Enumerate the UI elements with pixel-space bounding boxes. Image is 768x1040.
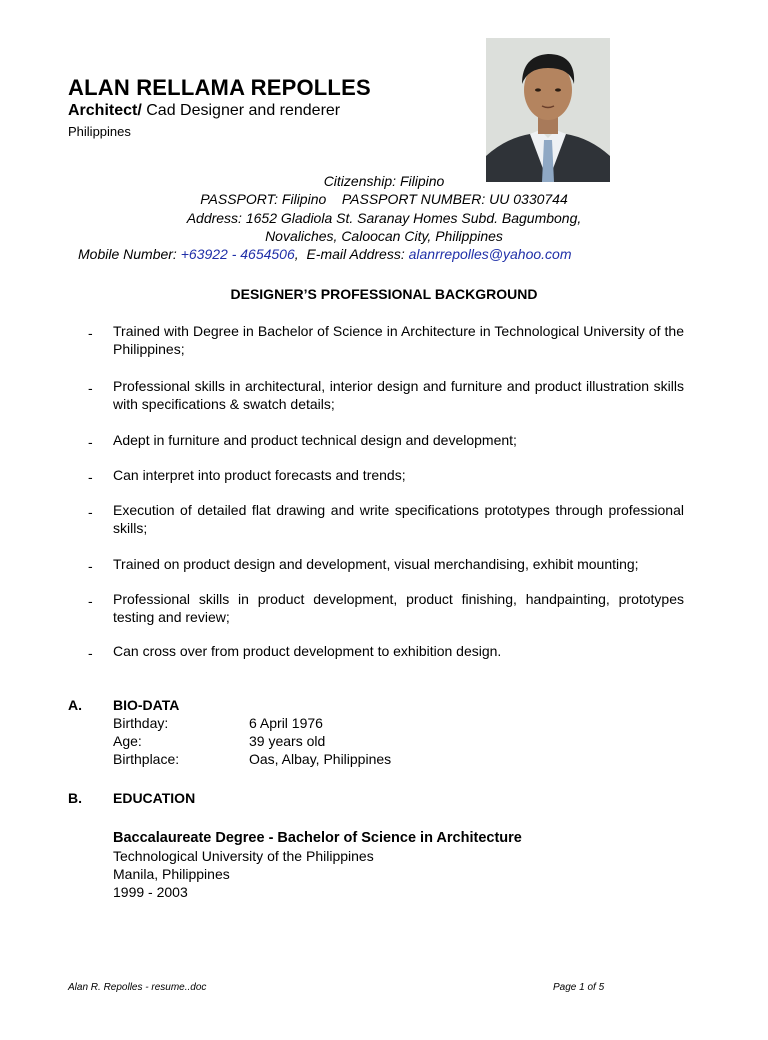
resume-name: ALAN RELLAMA REPOLLES [68,75,371,100]
passport-line [0,191,768,207]
background-heading: DESIGNER’S PROFESSIONAL BACKGROUND [230,286,538,302]
footer-filename: Alan R. Repolles - resume..doc [68,982,207,993]
phone-email-line [78,246,571,262]
passport-text: PASSPORT: Filipino [200,191,327,207]
citizenship-line: Citizenship: Filipino [323,173,445,189]
portrait-illustration [486,38,610,182]
footer-page-number: Page 1 of 5 [553,982,605,993]
birthday-label: Birthday: [113,715,169,731]
passport-number: PASSPORT NUMBER: UU 0330744 [341,191,568,207]
bullet-marker: - [88,593,93,609]
mobile-label: Mobile Number: [78,246,181,262]
separator: , [294,246,299,262]
profile-photo [486,38,610,182]
bullet-marker: - [88,504,93,520]
age-label: Age: [113,733,142,749]
role-description: Cad Designer and renderer [141,102,341,119]
bullet-marker: - [88,469,93,485]
age-value: 39 years old [249,733,326,749]
biodata-title: BIO-DATA [113,697,180,713]
birthplace-value: Oas, Albay, Philippines [249,751,392,767]
bullet-marker: - [88,325,93,341]
address-line-2: Novaliches, Caloocan City, Philippines [265,228,503,244]
school-location: Manila, Philippines [113,866,230,882]
education-years: 1999 - 2003 [113,884,188,900]
email-link[interactable]: alanrrepolles@yahoo.com [408,246,572,262]
list-item: Trained with Degree in Bachelor of Science in Architecture in Technological University of the Philippines; [113,323,684,357]
bullet-marker: - [88,645,93,661]
mobile-number[interactable]: +63922 - 4654506 [180,246,295,262]
birthday-value: 6 April 1976 [249,715,323,731]
list-item: Professional skills in product development, product finishing, handpainting, prototypes testing and review; [113,591,684,625]
biodata-letter: A. [68,697,82,713]
birthplace-label: Birthplace: [113,751,180,767]
bullet-marker: - [88,558,93,574]
education-letter: B. [68,790,82,806]
list-item: Trained on product design and development, visual merchandising, exhibit mounting; [113,556,639,572]
resume-country: Philippines [68,124,131,139]
list-item: Adept in furniture and product technical design and development; [113,432,517,448]
education-title: EDUCATION [113,790,196,806]
list-item: Professional skills in architectural, interior design and furniture and product illustration skills with specifications & swatch details; [113,378,684,412]
list-item: Can interpret into product forecasts and trends; [113,467,406,483]
role-title: Architect/ [68,102,142,119]
resume-role [68,102,340,120]
list-item: Execution of detailed flat drawing and write specifications prototypes through professional skills; [113,502,684,536]
school-name: Technological University of the Philippines [113,848,374,864]
bullet-marker: - [88,380,93,396]
list-item: Can cross over from product development to exhibition design. [113,643,502,659]
degree-title: Baccalaureate Degree - Bachelor of Science in Architecture [113,830,522,846]
email-label: E-mail Address: [306,246,409,262]
address-line-1: Address: 1652 Gladiola St. Saranay Homes Subd. Bagumbong, [186,210,582,226]
bullet-marker: - [88,434,93,450]
